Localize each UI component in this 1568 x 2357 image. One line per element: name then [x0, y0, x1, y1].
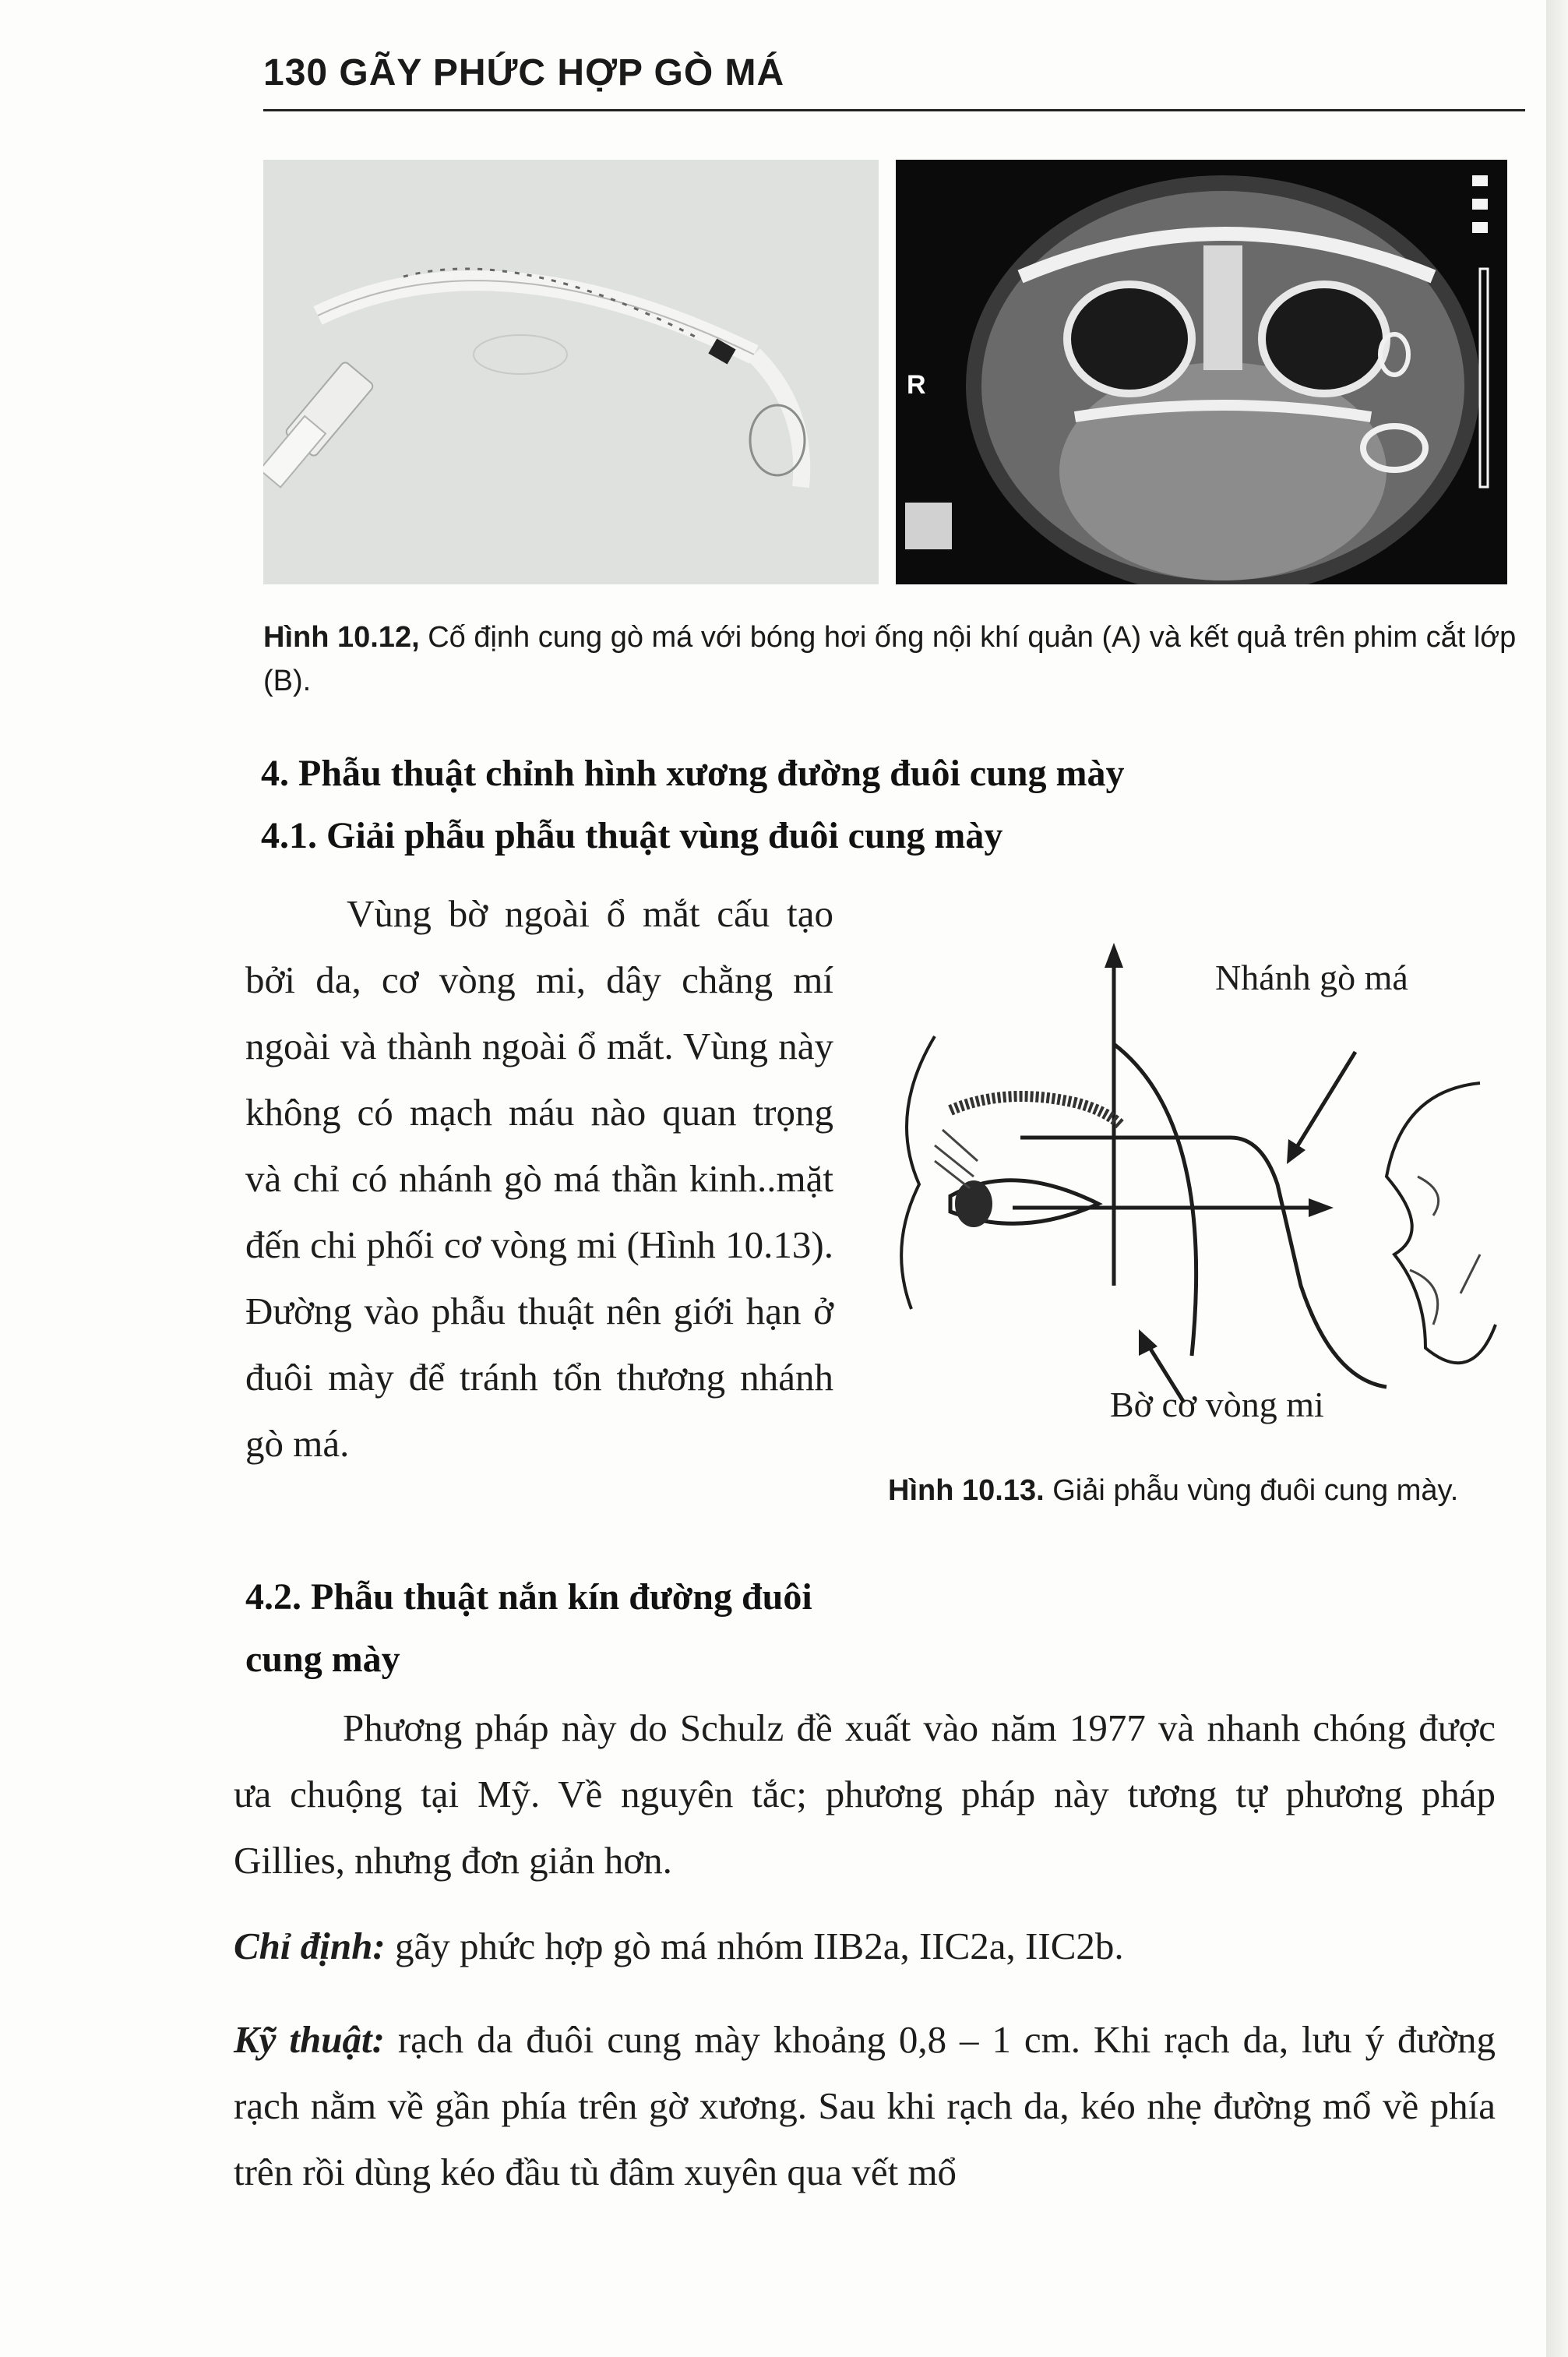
header-rule — [263, 109, 1525, 111]
paragraph-4-1 — [245, 880, 833, 1477]
technique-text: rạch da đuôi cung mày khoảng 0,8 – 1 cm. Khi rạch da, lưu ý đường rạch nằm về gần phía trên gờ xương. Sau khi rạch da, kéo nhẹ đường mổ về phía trên rồi dùng kéo đầu tù đâm xuyên qua vết mổ — [234, 2018, 1496, 2193]
eyebrow-sketch — [950, 1096, 1122, 1126]
branch-leader-line — [1293, 1052, 1355, 1153]
figure-10-12-text: Cố định cung gò má với bóng hơi ống nội khí quản (A) và kết quả trên phim cắt lớp (B). — [263, 621, 1517, 697]
muscle-border-curve — [1114, 1044, 1196, 1356]
eyelid-lashes — [935, 1130, 978, 1188]
technique-label: Kỹ thuật: — [234, 2018, 385, 2061]
page-edge-shadow — [1546, 0, 1568, 2357]
ear-outline — [1387, 1083, 1496, 1363]
face-outline-left — [901, 1036, 935, 1309]
figure-10-13-label: Hình 10.13. — [888, 1474, 1045, 1507]
branch-leader-arrowhead — [1287, 1139, 1305, 1164]
figure-10-12-caption — [263, 616, 1541, 703]
paragraph-4-1-text: Vùng bờ ngoài ổ mắt cấu tạo bởi da, cơ vòng mi, dây chằng mí ngoài và thành ngoài ổ mắt. Vùng này không có mạch máu nào quan trọng và chỉ có nhánh gò má thần kinh..mặt đến chi phối cơ vòng mi (Hình 10.13). Đường vào phẫu thuật nên giới hạn ở đuôi mày để tránh tổn thương nhánh gò má. — [245, 892, 833, 1465]
vertical-axis-arrowhead — [1105, 943, 1123, 968]
section-heading-4-1: 4.1. Giải phẫu phẫu thuật vùng đuôi cung mày — [261, 815, 1003, 856]
label-zygomatic-branch: Nhánh gò má — [1215, 958, 1408, 997]
figure-10-12-photo-a — [263, 160, 879, 584]
zygomatic-branch-curve — [1020, 1138, 1387, 1387]
section-heading-4-2: 4.2. Phẫu thuật nắn kín đường đuôi cung mày — [245, 1576, 812, 1680]
section-heading-4: 4. Phẫu thuật chỉnh hình xương đường đuôi cung mày — [261, 753, 1125, 794]
figure-10-12-label: Hình 10.12, — [263, 621, 420, 654]
figure-10-13-text: Giải phẫu vùng đuôi cung mày. — [1044, 1474, 1459, 1507]
ct-orientation-marker: R — [907, 370, 926, 400]
horizontal-axis-arrowhead — [1309, 1198, 1334, 1217]
running-head: 130 GÃY PHỨC HỢP GÒ MÁ — [263, 52, 785, 94]
label-orbicularis-border: Bờ cơ vòng mi — [1110, 1385, 1324, 1424]
figure-10-13-diagram — [888, 919, 1511, 1457]
paragraph-4-2: Phương pháp này do Schulz đề xuất vào năm 1977 và nhanh chóng được ưa chuộng tại Mỹ. Về nguyên tắc; phương pháp này tương tự phương pháp Gillies, nhưng đơn giản hơn. — [234, 1706, 1496, 1882]
eye-iris — [955, 1180, 992, 1227]
figure-10-13-caption — [888, 1469, 1496, 1512]
indication-text: gãy phức hợp gò má nhóm IIB2a, IIC2a, IIC2b. — [385, 1925, 1124, 1967]
technique-paragraph — [234, 2006, 1496, 2205]
indication-label: Chỉ định: — [234, 1925, 386, 1967]
indication-paragraph — [234, 1913, 1496, 1979]
muscle-leader-arrowhead — [1139, 1329, 1158, 1356]
figure-10-12-ct-scan-b — [896, 160, 1507, 584]
